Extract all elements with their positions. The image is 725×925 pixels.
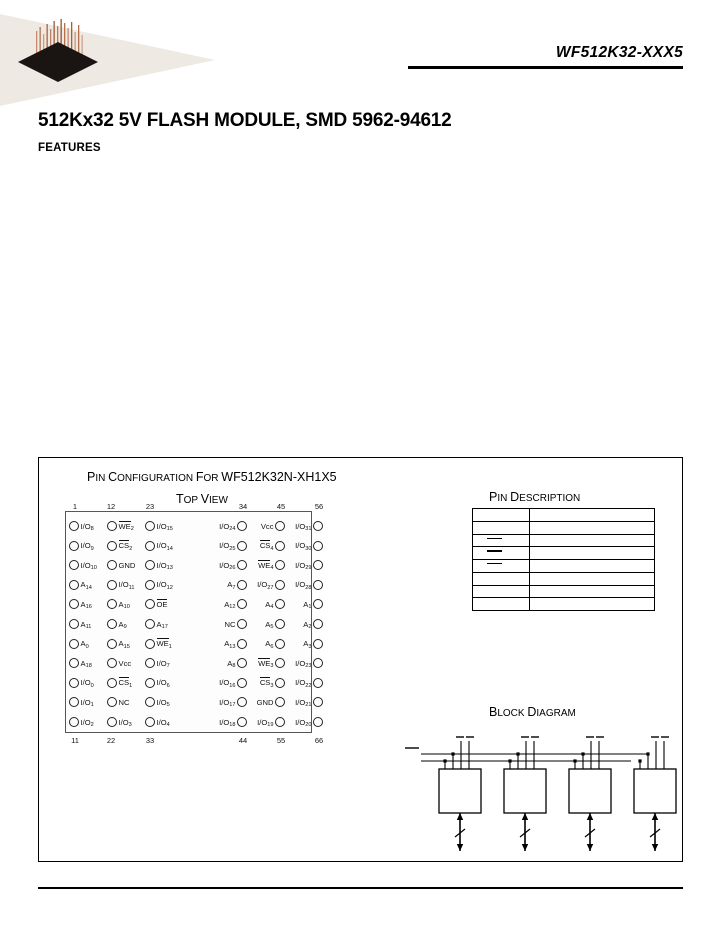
blockdiag-iagram: IAGRAM [536, 708, 576, 719]
pin-description-text-cell [530, 573, 654, 585]
pin-description-row [473, 509, 654, 522]
pin-pad-circle [107, 658, 117, 668]
pin-number-top-34: 34 [238, 502, 248, 511]
pin-number-top-1: 1 [72, 502, 78, 511]
pin-pad-circle [145, 678, 155, 688]
pin-description-text-cell [530, 535, 654, 547]
pin-a13: $A_{13}$ [207, 637, 247, 651]
pin-number-bottom-22: 22 [106, 736, 116, 745]
pin-pad-circle [69, 658, 79, 668]
pin-cs4: $CS_4$ [245, 539, 285, 553]
pin-description-symbol-cell [473, 522, 530, 534]
pin-io23: $I/O_{23}$ [283, 656, 323, 670]
arrowhead-down [457, 844, 463, 851]
blockdiag-b: B [489, 705, 498, 719]
pin-pad-circle [145, 580, 155, 590]
pin-io5: $I/O_5$ [145, 695, 185, 709]
pin-a17: $A_{17}$ [145, 617, 185, 631]
pin-pad-circle [107, 619, 117, 629]
pin-io20: $I/O_{20}$ [283, 715, 323, 729]
pin-io17: $I/O_{17}$ [207, 695, 247, 709]
pin-io2: $I/O_2$ [69, 715, 109, 729]
pin-number-top-45: 45 [276, 502, 286, 511]
pin-a9: $A_9$ [107, 617, 147, 631]
bus-junction-dot [443, 759, 446, 762]
pin-description-symbol-cell [473, 586, 530, 598]
pin-pad-circle [145, 639, 155, 649]
pin-pad-circle [145, 560, 155, 570]
memory-block-1 [439, 769, 481, 813]
pin-pad-circle [107, 541, 117, 551]
pin-pad-circle [69, 619, 79, 629]
pin-pad-circle [69, 678, 79, 688]
pindesc-escription: ESCRIPTION [519, 493, 581, 504]
pin-pad-circle [313, 521, 323, 531]
pin-io28: $I/O_{28}$ [283, 578, 323, 592]
pin-vcc: Vcc [107, 656, 147, 670]
pin-vcc: Vcc [245, 519, 285, 533]
pin-pad-circle [145, 599, 155, 609]
bus-junction-dot [581, 752, 584, 755]
pin-io15: $I/O_{15}$ [145, 519, 185, 533]
bus-junction-dot [646, 752, 649, 755]
topview-v: V [200, 492, 210, 506]
arrowhead-down [652, 844, 658, 851]
blockdiag-lock: LOCK [497, 708, 528, 719]
pin-pad-circle [69, 599, 79, 609]
pin-pad-circle [107, 521, 117, 531]
arrowhead-up [587, 813, 593, 820]
pin-pad-circle [313, 717, 323, 727]
pin-a4: $A_4$ [245, 597, 285, 611]
bus-junction-dot [451, 752, 454, 755]
pin-pad-circle [313, 697, 323, 707]
memory-block-4 [634, 769, 676, 813]
pin-pad-circle [107, 639, 117, 649]
pin-pad-circle [107, 599, 117, 609]
pin-io10: $I/O_{10}$ [69, 558, 109, 572]
pin-number-top-12: 12 [106, 502, 116, 511]
pin-number-top-56: 56 [314, 502, 324, 511]
pin-a11: $A_{11}$ [69, 617, 109, 631]
memory-block-3 [569, 769, 611, 813]
pin-a7: $A_7$ [207, 578, 247, 592]
block-diagram-graphic [399, 723, 689, 858]
pin-io14: $I/O_{14}$ [145, 539, 185, 553]
pin-pad-circle [313, 560, 323, 570]
pin-description-symbol-cell [473, 547, 530, 559]
pin-io7: $I/O_7$ [145, 656, 185, 670]
pin-nc: NC [207, 617, 247, 631]
pin-io30: $I/O_{30}$ [283, 539, 323, 553]
pin-io8: $I/O_8$ [69, 519, 109, 533]
pin-description-text-cell [530, 598, 654, 611]
topview-iew: IEW [209, 495, 228, 506]
pin-we2: $WE_2$ [107, 519, 147, 533]
bus-junction-dot [516, 752, 519, 755]
pin-description-symbol-cell [473, 560, 530, 572]
pin-nc: NC [107, 695, 147, 709]
arrowhead-down [587, 844, 593, 851]
bus-junction-dot [638, 759, 641, 762]
pin-a1: $A_1$ [283, 597, 323, 611]
topview-t: T [176, 492, 184, 506]
pin-io3: $I/O_3$ [107, 715, 147, 729]
pin-description-table [472, 508, 655, 611]
bus-junction-dot [573, 759, 576, 762]
figure-container [38, 457, 683, 862]
pin-io27: $I/O_{27}$ [245, 578, 285, 592]
arrowhead-down [522, 844, 528, 851]
pin-a6: $A_6$ [245, 637, 285, 651]
pin-io0: $I/O_0$ [69, 676, 109, 690]
pindesc-in: IN [497, 493, 511, 504]
pin-pad-circle [69, 541, 79, 551]
pin-description-row [473, 573, 654, 586]
pin-io4: $I/O_4$ [145, 715, 185, 729]
pin-number-bottom-66: 66 [314, 736, 324, 745]
pin-io19: $I/O_{19}$ [245, 715, 285, 729]
pin-io6: $I/O_6$ [145, 676, 185, 690]
pin-a12: $A_{12}$ [207, 597, 247, 611]
pin-pad-circle [313, 619, 323, 629]
pin-description-text-cell [530, 560, 654, 572]
pin-a10: $A_{10}$ [107, 597, 147, 611]
pin-pad-circle [107, 678, 117, 688]
pin-io21: $I/O_{21}$ [283, 695, 323, 709]
arrowhead-up [457, 813, 463, 820]
overbar-mark [487, 538, 502, 539]
blockdiag-d: D [527, 705, 537, 719]
pin-pad-circle [313, 658, 323, 668]
pin-pad-circle [107, 697, 117, 707]
part-number: WF512K32-XXX5 [555, 44, 683, 61]
pin-pad-circle [69, 697, 79, 707]
pin-io12: $I/O_{12}$ [145, 578, 185, 592]
pin-io13: $I/O_{13}$ [145, 558, 185, 572]
pin-pad-circle [145, 717, 155, 727]
pinconfig-title-partnum: WF512K32N-XH1X5 [221, 470, 337, 484]
features-heading: FEATURES [38, 142, 101, 154]
pin-pad-circle [107, 717, 117, 727]
pin-io25: $I/O_{25}$ [207, 539, 247, 553]
footer-rule [38, 887, 683, 889]
pinconfig-title-or: OR [203, 473, 222, 484]
pin-pad-circle [145, 541, 155, 551]
pin-number-bottom-44: 44 [238, 736, 248, 745]
pin-pad-circle [313, 678, 323, 688]
pin-io18: $I/O_{18}$ [207, 715, 247, 729]
pin-number-bottom-33: 33 [145, 736, 155, 745]
pin-description-row [473, 560, 654, 573]
pin-pad-circle [145, 658, 155, 668]
overbar-mark [487, 550, 502, 551]
pin-io1: $I/O_1$ [69, 695, 109, 709]
pin-pad-circle [107, 560, 117, 570]
pin-pad-circle [145, 521, 155, 531]
pin-description-symbol-cell [473, 509, 530, 521]
pin-cs3: $CS_3$ [245, 676, 285, 690]
pin-pad-circle [69, 639, 79, 649]
arrowhead-up [522, 813, 528, 820]
arrowhead-up [652, 813, 658, 820]
block-diagram-title [489, 703, 576, 721]
pinconfig-title-p: P [87, 470, 96, 484]
bus-junction-dot [508, 759, 511, 762]
pin-a0: $A_0$ [69, 637, 109, 651]
pindesc-p: P [489, 490, 498, 504]
header-rule [408, 66, 683, 69]
pin-description-symbol-cell [473, 598, 530, 611]
pin-a14: $A_{14}$ [69, 578, 109, 592]
pin-a2: $A_2$ [283, 617, 323, 631]
pin-pad-circle [313, 580, 323, 590]
pin-cs1: $CS_1$ [107, 676, 147, 690]
pinconfig-title-in: IN [95, 473, 109, 484]
pin-description-row [473, 522, 654, 535]
pin-cs2: $CS_2$ [107, 539, 147, 553]
pin-a8: $A_8$ [207, 656, 247, 670]
pinconfig-title-f: F [195, 470, 204, 484]
pin-description-row [473, 586, 654, 599]
topview-op: OP [183, 495, 201, 506]
pin-a3: $A_3$ [283, 637, 323, 651]
page-title: 512Kx32 5V FLASH MODULE, SMD 5962-94612 [38, 110, 452, 131]
pin-description-row [473, 598, 654, 611]
pin-gnd: GND [245, 695, 285, 709]
pin-io16: $I/O_{16}$ [207, 676, 247, 690]
pin-description-row [473, 535, 654, 548]
pin-pad-circle [145, 619, 155, 629]
pin-pad-circle [69, 580, 79, 590]
pin-a5: $A_5$ [245, 617, 285, 631]
page-header [0, 0, 725, 110]
pin-io26: $I/O_{26}$ [207, 558, 247, 572]
pin-io22: $I/O_{22}$ [283, 676, 323, 690]
pin-pad-circle [313, 639, 323, 649]
pinconfig-title-onfiguration: ONFIGURATION [117, 473, 196, 484]
pin-description-text-cell [530, 522, 654, 534]
pin-pad-circle [107, 580, 117, 590]
company-logo [0, 14, 215, 106]
pin-pad-circle [145, 697, 155, 707]
pin-number-bottom-55: 55 [276, 736, 286, 745]
pin-description-text-cell [530, 547, 654, 559]
pin-oe: OE [145, 597, 185, 611]
pin-io11: $I/O_{11}$ [107, 578, 147, 592]
pin-pad-circle [69, 521, 79, 531]
pin-we4: $WE_4$ [245, 558, 285, 572]
pin-description-symbol-cell [473, 573, 530, 585]
pin-configuration-title [87, 468, 337, 486]
pin-pad-circle [313, 599, 323, 609]
overbar-mark [487, 563, 502, 564]
pin-pad-circle [313, 541, 323, 551]
pin-a16: $A_{16}$ [69, 597, 109, 611]
pin-we1: $WE_1$ [145, 637, 185, 651]
pin-gnd: GND [107, 558, 147, 572]
pin-description-row [473, 547, 654, 560]
pin-a18: $A_{18}$ [69, 656, 109, 670]
pin-io24: $I/O_{24}$ [207, 519, 247, 533]
pindesc-d: D [510, 490, 520, 504]
pin-pad-circle [69, 717, 79, 727]
pin-description-title [489, 488, 580, 506]
pin-number-top-23: 23 [145, 502, 155, 511]
pin-description-text-cell [530, 586, 654, 598]
pinconfig-title-c: C [108, 470, 118, 484]
top-view-title [176, 490, 228, 508]
pin-io9: $I/O_9$ [69, 539, 109, 553]
pin-we3: $WE_3$ [245, 656, 285, 670]
pin-io29: $I/O_{29}$ [283, 558, 323, 572]
pin-description-text-cell [530, 509, 654, 521]
pin-number-bottom-11: 11 [71, 736, 79, 745]
pin-a15: $A_{15}$ [107, 637, 147, 651]
memory-block-2 [504, 769, 546, 813]
pin-pad-circle [69, 560, 79, 570]
pin-io31: $I/O_{31}$ [283, 519, 323, 533]
pin-description-symbol-cell [473, 535, 530, 547]
